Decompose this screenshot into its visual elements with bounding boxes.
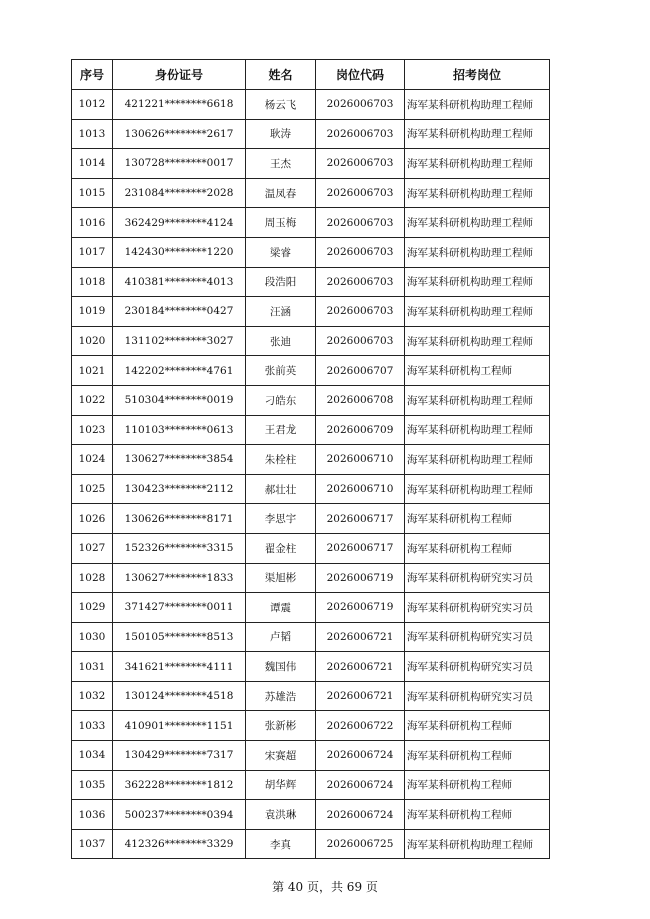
- table-row: [72, 208, 550, 238]
- cell-id-number: 130626********8171: [113, 504, 246, 534]
- cell-id-number: 500237********0394: [113, 800, 246, 830]
- cell-name: 郝壮壮: [246, 474, 316, 504]
- cell-index: 1031: [72, 652, 113, 682]
- header-index: 序号: [72, 60, 113, 90]
- cell-index: 1017: [72, 237, 113, 267]
- cell-position-code: 2026006719: [316, 563, 405, 593]
- cell-name: 胡华辉: [246, 770, 316, 800]
- table-row: [72, 178, 550, 208]
- cell-id-number: 130627********3854: [113, 445, 246, 475]
- cell-position: 海军某科研机构工程师: [405, 711, 550, 741]
- cell-position-code: 2026006717: [316, 533, 405, 563]
- cell-id-number: 130626********2617: [113, 119, 246, 149]
- cell-name: 魏国伟: [246, 652, 316, 682]
- cell-index: 1020: [72, 326, 113, 356]
- table-row: [72, 681, 550, 711]
- cell-position: 海军某科研机构工程师: [405, 504, 550, 534]
- cell-position: 海军某科研机构助理工程师: [405, 415, 550, 445]
- cell-name: 周玉梅: [246, 208, 316, 238]
- cell-index: 1012: [72, 90, 113, 120]
- cell-position: 海军某科研机构助理工程师: [405, 474, 550, 504]
- cell-name: 苏雄浩: [246, 681, 316, 711]
- cell-position-code: 2026006703: [316, 149, 405, 179]
- cell-id-number: 142202********4761: [113, 356, 246, 386]
- cell-position: 海军某科研机构助理工程师: [405, 326, 550, 356]
- cell-index: 1037: [72, 829, 113, 859]
- cell-position: 海军某科研机构工程师: [405, 533, 550, 563]
- page-footer: 第 40 页，共 69 页: [272, 880, 378, 894]
- table-row: [72, 622, 550, 652]
- cell-index: 1014: [72, 149, 113, 179]
- cell-position: 海军某科研机构工程师: [405, 741, 550, 771]
- cell-index: 1022: [72, 385, 113, 415]
- cell-id-number: 510304********0019: [113, 385, 246, 415]
- cell-position-code: 2026006724: [316, 770, 405, 800]
- cell-index: 1035: [72, 770, 113, 800]
- cell-position-code: 2026006703: [316, 237, 405, 267]
- cell-id-number: 130627********1833: [113, 563, 246, 593]
- cell-name: 梁睿: [246, 237, 316, 267]
- cell-position-code: 2026006724: [316, 800, 405, 830]
- cell-index: 1036: [72, 800, 113, 830]
- table-row: [72, 829, 550, 859]
- cell-index: 1030: [72, 622, 113, 652]
- cell-position-code: 2026006703: [316, 178, 405, 208]
- cell-id-number: 130429********7317: [113, 741, 246, 771]
- cell-id-number: 110103********0613: [113, 415, 246, 445]
- cell-name: 翟金柱: [246, 533, 316, 563]
- cell-name: 耿涛: [246, 119, 316, 149]
- cell-position: 海军某科研机构研究实习员: [405, 563, 550, 593]
- header-row: [72, 60, 550, 90]
- cell-name: 段浩阳: [246, 267, 316, 297]
- cell-name: 张前英: [246, 356, 316, 386]
- cell-name: 王君龙: [246, 415, 316, 445]
- header-position: 招考岗位: [405, 60, 550, 90]
- table-row: [72, 741, 550, 771]
- table-header: [72, 60, 550, 90]
- cell-position-code: 2026006707: [316, 356, 405, 386]
- table-row: [72, 415, 550, 445]
- table-row: [72, 474, 550, 504]
- cell-index: 1032: [72, 681, 113, 711]
- cell-name: 卢韬: [246, 622, 316, 652]
- cell-id-number: 362429********4124: [113, 208, 246, 238]
- cell-position-code: 2026006703: [316, 326, 405, 356]
- cell-index: 1015: [72, 178, 113, 208]
- table-row: [72, 385, 550, 415]
- cell-name: 汪涵: [246, 297, 316, 327]
- cell-index: 1019: [72, 297, 113, 327]
- table-row: [72, 237, 550, 267]
- table-row: [72, 711, 550, 741]
- cell-id-number: 412326********3329: [113, 829, 246, 859]
- cell-index: 1034: [72, 741, 113, 771]
- cell-index: 1016: [72, 208, 113, 238]
- cell-id-number: 131102********3027: [113, 326, 246, 356]
- cell-id-number: 142430********1220: [113, 237, 246, 267]
- cell-id-number: 231084********2028: [113, 178, 246, 208]
- cell-position: 海军某科研机构助理工程师: [405, 829, 550, 859]
- cell-index: 1027: [72, 533, 113, 563]
- cell-position-code: 2026006709: [316, 415, 405, 445]
- candidate-table: [71, 59, 550, 859]
- cell-index: 1023: [72, 415, 113, 445]
- cell-position: 海军某科研机构助理工程师: [405, 445, 550, 475]
- cell-name: 宋赛超: [246, 741, 316, 771]
- cell-position: 海军某科研机构助理工程师: [405, 119, 550, 149]
- cell-name: 张新彬: [246, 711, 316, 741]
- table-row: [72, 90, 550, 120]
- table-row: [72, 149, 550, 179]
- table-row: [72, 504, 550, 534]
- cell-position: 海军某科研机构助理工程师: [405, 149, 550, 179]
- table-row: [72, 770, 550, 800]
- cell-id-number: 421221********6618: [113, 90, 246, 120]
- cell-name: 温凤春: [246, 178, 316, 208]
- table-row: [72, 119, 550, 149]
- header-id-number: 身份证号: [113, 60, 246, 90]
- cell-position: 海军某科研机构助理工程师: [405, 297, 550, 327]
- cell-position-code: 2026006719: [316, 593, 405, 623]
- cell-position: 海军某科研机构工程师: [405, 356, 550, 386]
- cell-name: 张迪: [246, 326, 316, 356]
- cell-position-code: 2026006724: [316, 741, 405, 771]
- cell-id-number: 362228********1812: [113, 770, 246, 800]
- table-row: [72, 297, 550, 327]
- table-row: [72, 326, 550, 356]
- cell-position: 海军某科研机构助理工程师: [405, 267, 550, 297]
- cell-position-code: 2026006721: [316, 681, 405, 711]
- cell-position: 海军某科研机构助理工程师: [405, 178, 550, 208]
- cell-name: 李思宇: [246, 504, 316, 534]
- table-row: [72, 356, 550, 386]
- cell-name: 刁皓东: [246, 385, 316, 415]
- cell-position-code: 2026006703: [316, 119, 405, 149]
- cell-position-code: 2026006703: [316, 297, 405, 327]
- cell-id-number: 371427********0011: [113, 593, 246, 623]
- cell-position: 海军某科研机构研究实习员: [405, 681, 550, 711]
- table-body: [72, 90, 550, 859]
- cell-name: 朱栓柱: [246, 445, 316, 475]
- table-row: [72, 563, 550, 593]
- cell-position-code: 2026006725: [316, 829, 405, 859]
- cell-position-code: 2026006710: [316, 474, 405, 504]
- cell-position: 海军某科研机构助理工程师: [405, 208, 550, 238]
- cell-index: 1021: [72, 356, 113, 386]
- cell-position-code: 2026006722: [316, 711, 405, 741]
- header-position-code: 岗位代码: [316, 60, 405, 90]
- table-row: [72, 652, 550, 682]
- cell-index: 1033: [72, 711, 113, 741]
- cell-position: 海军某科研机构助理工程师: [405, 90, 550, 120]
- cell-id-number: 341621********4111: [113, 652, 246, 682]
- table-row: [72, 445, 550, 475]
- cell-index: 1024: [72, 445, 113, 475]
- cell-name: 渠旭彬: [246, 563, 316, 593]
- cell-index: 1026: [72, 504, 113, 534]
- cell-position: 海军某科研机构研究实习员: [405, 622, 550, 652]
- cell-name: 袁洪琳: [246, 800, 316, 830]
- cell-index: 1013: [72, 119, 113, 149]
- cell-position-code: 2026006703: [316, 90, 405, 120]
- cell-id-number: 410901********1151: [113, 711, 246, 741]
- cell-id-number: 130124********4518: [113, 681, 246, 711]
- cell-name: 杨云飞: [246, 90, 316, 120]
- cell-position-code: 2026006710: [316, 445, 405, 475]
- header-name: 姓名: [246, 60, 316, 90]
- cell-name: 谭震: [246, 593, 316, 623]
- cell-position: 海军某科研机构研究实习员: [405, 652, 550, 682]
- cell-position: 海军某科研机构工程师: [405, 800, 550, 830]
- cell-position: 海军某科研机构助理工程师: [405, 385, 550, 415]
- cell-position: 海军某科研机构助理工程师: [405, 237, 550, 267]
- cell-position: 海军某科研机构工程师: [405, 770, 550, 800]
- cell-position-code: 2026006721: [316, 652, 405, 682]
- cell-position-code: 2026006703: [316, 208, 405, 238]
- table-row: [72, 267, 550, 297]
- cell-index: 1028: [72, 563, 113, 593]
- cell-id-number: 150105********8513: [113, 622, 246, 652]
- cell-id-number: 410381********4013: [113, 267, 246, 297]
- table-row: [72, 593, 550, 623]
- cell-id-number: 152326********3315: [113, 533, 246, 563]
- cell-id-number: 130728********0017: [113, 149, 246, 179]
- cell-index: 1029: [72, 593, 113, 623]
- cell-id-number: 230184********0427: [113, 297, 246, 327]
- cell-name: 李真: [246, 829, 316, 859]
- cell-index: 1018: [72, 267, 113, 297]
- cell-id-number: 130423********2112: [113, 474, 246, 504]
- cell-position-code: 2026006721: [316, 622, 405, 652]
- cell-position-code: 2026006703: [316, 267, 405, 297]
- cell-name: 王杰: [246, 149, 316, 179]
- cell-index: 1025: [72, 474, 113, 504]
- cell-position: 海军某科研机构研究实习员: [405, 593, 550, 623]
- table-row: [72, 533, 550, 563]
- table-row: [72, 800, 550, 830]
- cell-position-code: 2026006708: [316, 385, 405, 415]
- cell-position-code: 2026006717: [316, 504, 405, 534]
